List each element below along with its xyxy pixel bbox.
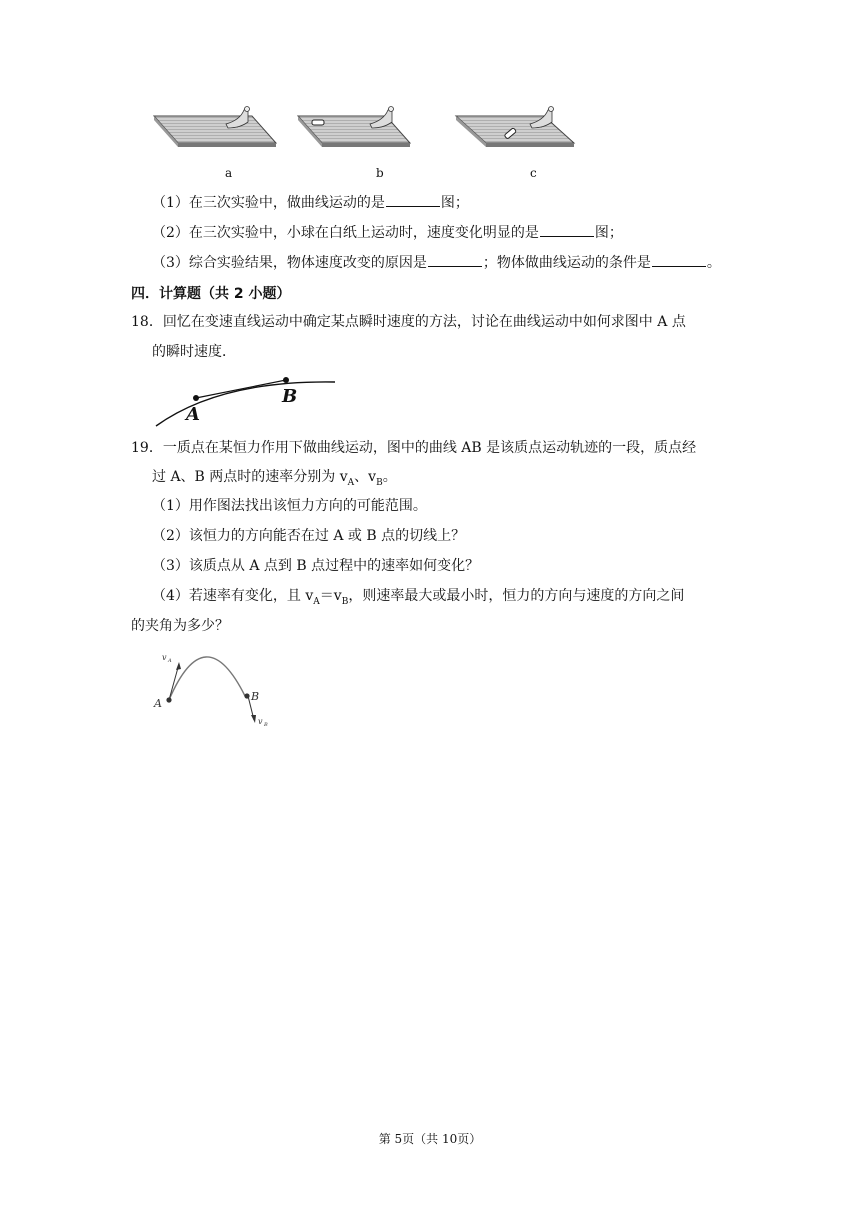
q17-sub2 [152,222,623,243]
point-a-label: A [154,697,162,710]
figure-b [298,107,410,148]
curve-diagram [150,370,340,430]
q19-line1: 19．一质点在某恒力作用下做曲线运动，图中的曲线 AB 是该质点运动轨迹的一段，质点经 [131,440,697,456]
figure-experiments [148,98,588,182]
q17-sub1-suffix: 图； [440,195,469,211]
q17-sub1 [152,192,469,213]
q19-figure [150,644,280,730]
q19-sub4-prefix: （4）若速率有变化，且 v [152,588,314,604]
subscript-a: A [313,596,320,607]
page-footer: 第 5页（共 10页） [378,1132,482,1146]
experiment-figures [148,98,588,182]
q19-sub2: （2）该恒力的方向能否在过 A 或 B 点的切线上？ [152,528,466,544]
q17-sub2-suffix: 图； [594,225,623,241]
answer-blank[interactable] [428,252,482,267]
figure-label-c: c [530,166,537,180]
figure-c [456,107,574,148]
figure-label-a: a [225,166,233,180]
section-title: 四．计算题（共 2 小题） [131,286,291,302]
q19-sub4 [152,586,684,612]
q17-sub3 [152,252,721,273]
q19-line2 [152,467,397,493]
q19-sub3: （3）该质点从 A 点到 B 点过程中的速率如何变化？ [152,558,480,574]
q19-sub4-mid: ＝v [319,588,342,604]
velocity-b-label: v [258,717,263,726]
answer-blank[interactable] [540,222,594,237]
trajectory-diagram [150,644,280,730]
q17-sub2-prefix: （2）在三次实验中，小球在白纸上运动时，速度变化明显的是 [152,225,539,241]
q19-sub1: （1）用作图法找出该恒力方向的可能范围。 [152,498,427,514]
velocity-b-subscript: B [264,722,268,728]
subscript-b: B [341,596,349,607]
subscript-a: A [347,477,355,488]
answer-blank[interactable] [652,252,706,267]
q19-sub4-line2: 的夹角为多少？ [131,618,229,634]
q18-line1: 18．回忆在变速直线运动中确定某点瞬时速度的方法，讨论在曲线运动中如何求图中 A 点 [131,314,686,330]
q19-line2-mid: 、v [354,469,377,485]
q18-line2: 的瞬时速度． [152,344,236,360]
q17-sub1-prefix: （1）在三次实验中，做曲线运动的是 [152,195,385,211]
point-b-label: B [251,690,260,703]
velocity-a-subscript: A [168,658,172,664]
figure-a [154,107,276,148]
point-a-label: A [186,404,200,425]
velocity-a-label: v [162,653,167,662]
answer-blank[interactable] [386,192,440,207]
point-b-label: B [282,386,298,407]
q19-line2-prefix: 过 A、B 两点时的速率分别为 v [152,469,348,485]
q17-sub3-prefix: （3）综合实验结果，物体速度改变的原因是 [152,255,427,271]
q18-figure [150,370,340,430]
q17-sub3-middle: ；物体做曲线运动的条件是 [482,255,651,271]
figure-label-b: b [376,166,384,180]
q19-sub4-suffix: ，则速率最大或最小时，恒力的方向与速度的方向之间 [348,588,685,604]
subscript-b: B [376,477,383,488]
q17-sub3-suffix: 。 [706,255,721,271]
q19-line2-suffix: 。 [382,469,397,485]
